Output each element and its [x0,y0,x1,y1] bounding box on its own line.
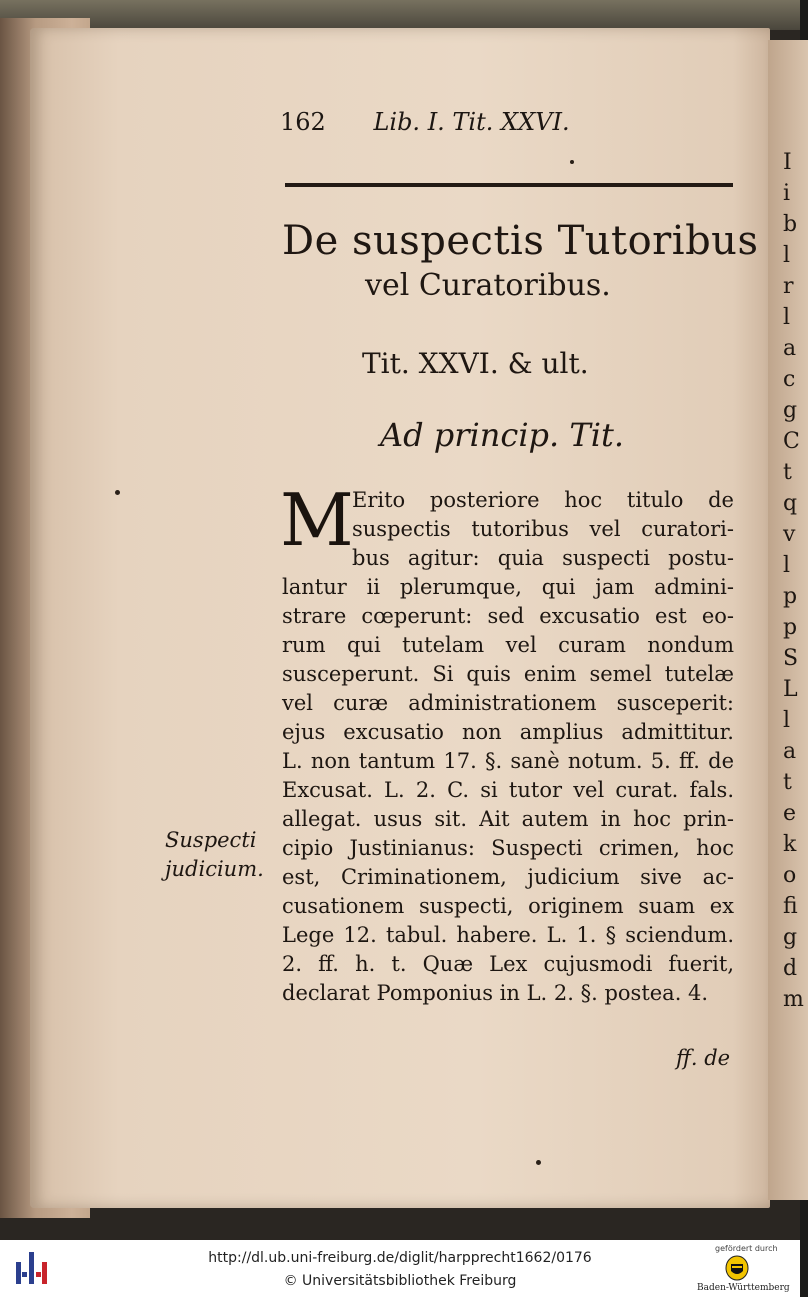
text-line: rum qui tutelam vel curam nondum [282,633,734,657]
text-line: susceperunt. Si quis enim semel tutelæ [282,662,734,686]
document-url[interactable]: http://dl.ub.uni-freiburg.de/diglit/harpprecht1662/0176 [208,1250,592,1266]
ink-speck [536,1160,541,1165]
drop-capital: M [280,478,354,562]
text-line: L. non tantum 17. §. sanè notum. 5. ff. de [282,749,734,773]
facing-page-fragment: fi [783,894,798,919]
facing-page-fragment: C [783,429,800,454]
facing-page-fragment: l [783,553,791,578]
facing-page-fragment: I [783,150,792,175]
text-line: Lege 12. tabul. habere. L. 1. § sciendum. [282,923,734,947]
facing-page-fragment: L [783,677,798,702]
facing-page-fragment: g [783,925,798,950]
facing-page-fragment: a [783,739,797,764]
text-line: est, Criminationem, judicium sive ac- [282,865,734,889]
facing-page-fragment: b [783,212,798,237]
facing-page-fragment: S [783,646,799,671]
facing-page-fragment: p [783,584,798,609]
facing-page-fragment: e [783,801,797,826]
subheading: Ad princip. Tit. [380,416,624,454]
facing-page-fragment: a [783,336,797,361]
footer-bar [0,1240,800,1297]
running-head: Lib. I. Tit. XXVI. [373,108,570,136]
text-line: allegat. usus sit. Ait autem in hoc prin- [282,807,734,831]
facing-page-fragment: g [783,398,798,423]
text-line: vel curæ administrationem susceperit: [282,691,734,715]
text-line: lantur ii plerumque, qui jam admini- [282,575,734,599]
text-line: Erito posteriore hoc titulo de [352,488,734,512]
body-text [280,478,734,1008]
text-line: cusationem suspecti, originem suam ex [282,894,734,918]
facing-page-fragment: t [783,460,792,485]
text-line: strare cœperunt: sed excusatio est eo- [282,604,734,628]
ink-speck [570,160,574,164]
crest-icon [724,1255,750,1281]
facing-page-fragment: v [783,522,796,547]
copyright-text: © Universitätsbibliothek Freiburg [283,1273,517,1289]
book-top-edge [0,0,800,30]
facing-page-fragment: d [783,956,798,981]
facing-page-fragment: m [783,987,804,1012]
ink-speck [115,490,120,495]
title-line-1: De suspectis Tutoribus [282,218,759,264]
margin-note: judicium. [165,857,264,881]
sponsor-label: gefördert durch [715,1244,778,1253]
facing-page-fragment: t [783,770,792,795]
catchword: ff. de [676,1046,731,1070]
facing-page-fragment: p [783,615,798,640]
title-number: Tit. XXVI. & ult. [362,347,589,380]
facing-page-fragment: k [783,832,797,857]
text-line: cipio Justinianus: Suspecti crimen, hoc [282,836,734,860]
facing-page-fragment: q [783,491,798,516]
text-line: declarat Pomponius in L. 2. §. postea. 4. [282,981,709,1005]
facing-page-fragment: l [783,305,791,330]
facing-page-fragment: c [783,367,796,392]
facing-page-fragment: l [783,708,791,733]
facing-page-fragment: r [783,274,794,299]
text-line: ejus excusatio non amplius admittitur. [282,720,734,744]
text-line: 2. ff. h. t. Quæ Lex cujusmodi fuerit, [282,952,734,976]
text-line: bus agitur: quia suspecti postu- [352,546,734,570]
facing-page-fragment: i [783,181,791,206]
margin-note: Suspecti [165,828,257,852]
sponsor-name: Baden-Württemberg [697,1283,790,1293]
text-line: suspectis tutoribus vel curatori- [352,517,734,541]
title-line-2: vel Curatoribus. [365,268,611,303]
running-header [280,108,570,136]
facing-page-fragment: l [783,243,791,268]
header-rule [285,183,733,187]
page-number: 162 [280,108,326,136]
text-line: Excusat. L. 2. C. si tutor vel curat. fals. [282,778,734,802]
facing-page-fragment: o [783,863,797,888]
